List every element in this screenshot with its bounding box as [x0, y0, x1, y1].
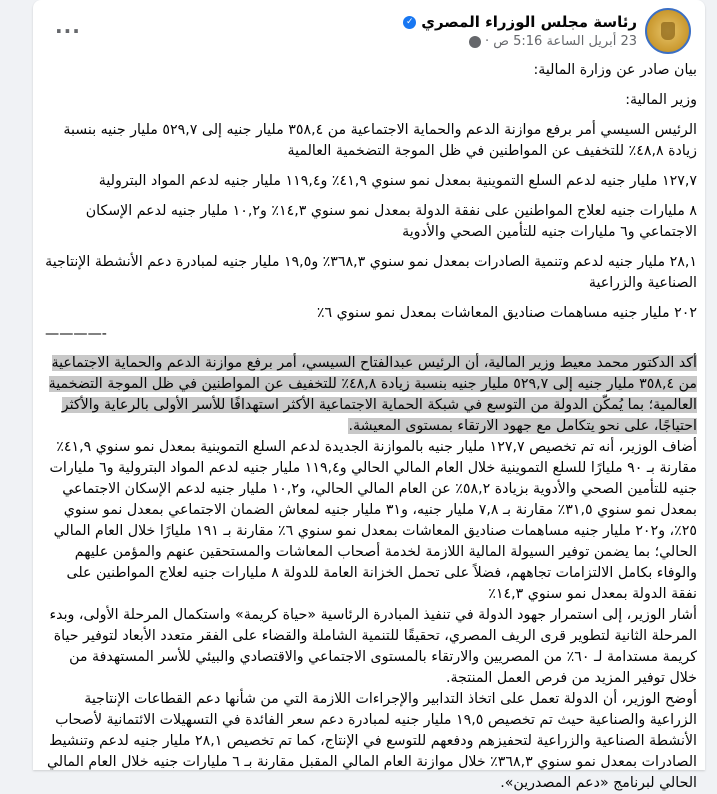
highlighted-paragraph — [45, 353, 697, 437]
separator: ————- — [45, 326, 107, 342]
post-body — [45, 60, 697, 794]
post-paragraph: ٢٨,١ مليار جنيه لدعم وتنمية الصادرات بمعدل نمو سنوي ٣٦٨,٣٪ و١٩,٥ مليار جنيه لمبادرة دعم الأنشطة الإنتاجية الصناعية والزراعية — [45, 254, 697, 291]
verified-badge-icon: ✓ — [403, 16, 416, 29]
post-paragraph: الرئيس السيسي أمر برفع موازنة الدعم والحماية الاجتماعية من ٣٥٨,٤ مليار جنيه إلى ٥٢٩,٧ مليار جنيه بنسبة زيادة ٤٨,٨٪ للتخفيف عن المواطنين في ظل الموجة التضخمية العالمية — [63, 122, 697, 159]
avatar[interactable] — [645, 8, 691, 54]
post-paragraph: بيان صادر عن وزارة المالية: — [533, 62, 697, 78]
detail-paragraph: أشار الوزير، إلى استمرار جهود الدولة في تنفيذ المبادرة الرئاسية «حياة كريمة» واستكمال المرحلة الأولى، وبدء المرحلة الثانية لتطوير قرى الريف المصري، تحقيقًا للتنمية الشاملة والقضاء على الفقر متعدد الأبعاد لتوفير حياة كريمة مستدامة لـ ٦٠٪ من المصريين والارتقاء بالمستوى الاجتماعي والاقتصادي والبيئي للأسر المستهدفة من خلال توفير المزيد من فرص العمل المنتجة. — [49, 607, 697, 686]
detail-paragraph: أضاف الوزير، أنه تم تخصيص ١٢٧,٧ مليار جنيه بالموازنة الجديدة لدعم السلع التموينية بمعدل نمو سنوي ٤١,٩٪ مقارنة بـ ٩٠ مليارًا للسلع التموينية خلال العام المالي الحالي و١١٩,٤ مليار جنيه لدعم المواد البترولية و٦ مليارات جنيه للتأمين الصحي والأدوية بزيادة ٥٨,٢٪ عن العام المالي الحالي، و١٠,٢ مليار جنيه لدعم الإسكان الاجتماعي بمعدل نمو سنوي ٣١,٥٪ مقارنة بـ ٧,٨ مليار جنيه، و٣١ مليار جنيه لمعاش الضمان الاجتماعي بمعدل نمو سنوي ٢٥٪، و٢٠٢ مليار جنيه مساهمات صناديق المعاشات بمعدل نمو سنوي ٦٪ مقارنة بـ ١٩١ مليارًا خلال العام المالي الحالي؛ بما يضمن توفير السيولة المالية اللازمة لخدمة أصحاب المعاشات والمستحقين عنهم والمؤمن عليهم والوفاء بكامل الالتزامات تجاههم، فضلاً على تحمل الخزانة العامة للدولة ٨ مليارات جنيه لعلاج المواطنين على نفقة الدولة بمعدل نمو سنوي ١٤,٣٪ — [49, 439, 697, 602]
post-card — [33, 0, 705, 791]
detail-paragraph: أوضح الوزير، أن الدولة تعمل على اتخاذ التدابير والإجراءات اللازمة التي من شأنها دعم القطاعات الإنتاجية الزراعية والصناعية حيث تم تخصيص ١٩,٥ مليار جنيه لمبادرة دعم سعر الفائدة في التسهيلات الائتمانية لأصحاب الأنشطة الصناعية والزراعية لتحفيزهم ودفعهم للتوسع في الإنتاج، كما تم تخصيص ٢٨,١ مليار جنيه لدعم وتنشيط الصادرات بمعدل نمو سنوي ٣٦٨,٣٪ خلال موازنة العام المالي المقبل مقارنة بـ ٦ مليارات جنيه خلال العام المالي الحالي لبرنامج «دعم المصدرين». — [46, 691, 697, 791]
selected-text: أكد الدكتور محمد معيط وزير المالية، أن الرئيس عبدالفتاح السيسي، أمر برفع موازنة الدعم والحماية الاجتماعية من ٣٥٨,٤ مليار جنيه إلى ٥٢٩,٧ مليار جنيه بنسبة زيادة ٤٨,٨٪ للتخفيف عن المواطنين في ظل الموجة التضخمية العالمية؛ بما يُمكّن الدولة من التوسع في شبكة الحماية الاجتماعية الأكثر استهدافًا للأسر الأولى بالرعاية والأكثر احتياجًا، على نحو يتكامل مع جهود الارتقاء بمستوى المعيشة. — [48, 355, 697, 434]
time-line — [403, 34, 637, 49]
post-timestamp[interactable]: 23 أبريل الساعة 5:16 ص · — [485, 34, 637, 49]
post-header — [403, 8, 691, 54]
post-paragraph: ٨ مليارات جنيه لعلاج المواطنين على نفقة الدولة بمعدل نمو سنوي ١٤,٣٪ و١٠,٢ مليار جنيه لدعم الإسكان الاجتماعي و٦ مليارات جنيه للتأمين الصحي والأدوية — [85, 203, 697, 240]
post-paragraph: ٢٠٢ مليار جنيه مساهمات صناديق المعاشات بمعدل نمو سنوي ٦٪ — [316, 305, 697, 321]
author-line — [403, 13, 637, 31]
post-meta — [403, 13, 637, 49]
author-name[interactable]: رئاسة مجلس الوزراء المصري — [421, 13, 637, 31]
post-paragraph: وزير المالية: — [625, 92, 697, 108]
eagle-emblem-icon — [661, 22, 675, 40]
globe-icon — [469, 36, 481, 48]
more-options-button[interactable]: ... — [55, 14, 81, 38]
post-paragraph: ١٢٧,٧ مليار جنيه لدعم السلع التموينية بمعدل نمو سنوي ٤١,٩٪ و١١٩,٤ مليار جنيه لدعم المواد البترولية — [98, 173, 697, 189]
